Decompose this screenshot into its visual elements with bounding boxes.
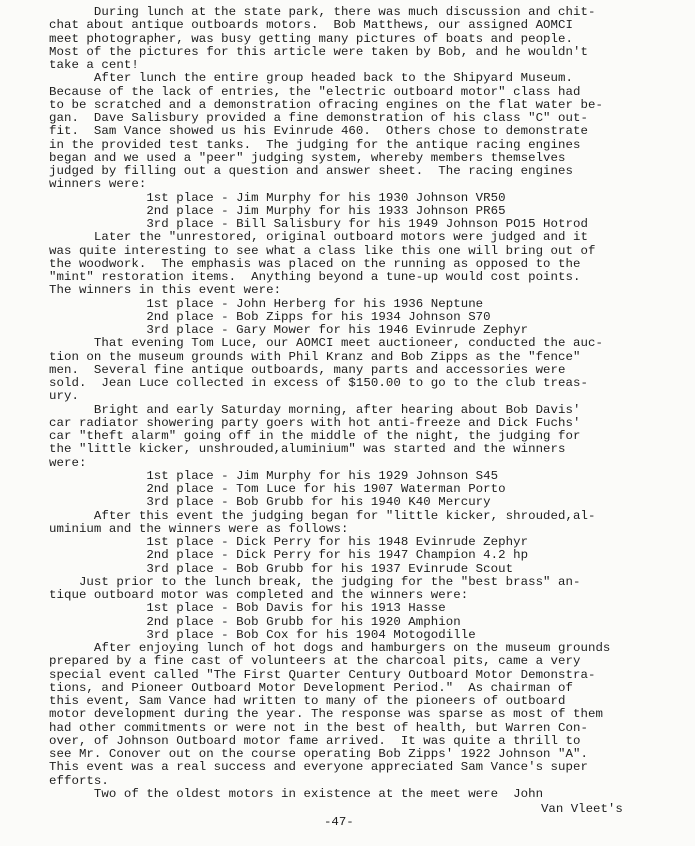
text-line: the "little kicker, unshrouded,aluminium" was started and the winners	[49, 442, 566, 457]
text-line: gan. Dave Salisbury provided a fine demonstration of his class "C" out-	[49, 111, 588, 125]
text-line: 2nd place - Dick Perry for his 1947 Champion 4.2 hp	[49, 548, 529, 563]
text-line: 1st place - Jim Murphy for his 1930 Johnson VR50	[49, 190, 506, 205]
text-line: 1st place - Bob Davis for his 1913 Hasse	[49, 601, 446, 616]
text-line: 2nd place - Tom Luce for his 1907 Waterman Porto	[49, 482, 506, 496]
text-line: 3rd place - Bob Grubb for his 1940 K40 Mercury	[49, 495, 491, 510]
text-line: During lunch at the state park, there was much discussion and chit-	[49, 5, 596, 19]
text-line: men. Several fine antique outboards, many parts and accessories were	[49, 362, 566, 377]
text-line: "mint" restoration items. Anything beyond a tune-up would cost points.	[49, 270, 581, 284]
text-line: winners were:	[49, 177, 147, 192]
text-line: tions, and Pioneer Outboard Motor Development Period." As chairman of	[49, 680, 573, 695]
text-line: After enjoying lunch of hot dogs and hamburgers on the museum grounds	[49, 641, 611, 655]
text-line: were:	[49, 455, 87, 470]
text-line: began and we used a "peer" judging system, whereby members themselves	[49, 150, 566, 165]
text-line: 3rd place - Gary Mower for his 1946 Evinrude Zephyr	[49, 323, 529, 337]
text-line: Two of the oldest motors in existence at the meet were John	[49, 786, 544, 801]
text-line: The winners in this event were:	[49, 283, 282, 298]
text-line: fit. Sam Vance showed us his Evinrude 460. Others chose to demonstrate	[49, 124, 588, 139]
text-line: Later the "unrestored, original outboard motors were judged and it	[49, 230, 588, 245]
text-line: car radiator showering party goers with hot anti-freeze and Dick Fuchs'	[49, 415, 581, 430]
text-line: was quite interesting to see what a class like this one will bring out of	[49, 243, 596, 258]
text-line: judged by filling out a question and answer sheet. The racing engines	[49, 164, 573, 178]
text-line: over, of Johnson Outboard motor fame arrived. It was quite a thrill to	[49, 733, 581, 748]
text-line: meet photographer, was busy getting many pictures of boats and people.	[49, 31, 573, 46]
text-line: After lunch the entire group headed back to the Shipyard Museum.	[49, 71, 573, 86]
text-line: to be scratched and a demonstration ofracing engines on the flat water be-	[49, 97, 603, 112]
text-line: Because of the lack of entries, the "electric outboard motor" class had	[49, 84, 581, 99]
text-line: the woodwork. The emphasis was placed on the running as opposed to the	[49, 256, 581, 271]
text-line: see Mr. Conover out on the course operating Bob Zipps' 1922 Johnson "A".	[49, 747, 588, 761]
text-line: Just prior to the lunch break, the judging for the "best brass" an-	[49, 574, 581, 589]
text-line: special event called "The First Quarter Century Outboard Motor Demonstra-	[49, 667, 596, 682]
text-line: This event was a real success and everyone appreciated Sam Vance's super	[49, 760, 588, 775]
text-line: tique outboard motor was completed and the winners were:	[49, 588, 469, 602]
page-number: -47-	[324, 815, 354, 829]
text-line: in the provided test tanks. The judging for the antique racing engines	[49, 137, 581, 152]
text-line: car "theft alarm" going off in the middle of the night, the judging for	[49, 429, 581, 443]
text-line: 1st place - John Herberg for his 1936 Neptune	[49, 296, 484, 311]
text-line: had other commitments or were not in the best of health, but Warren Con-	[49, 720, 588, 735]
text-line: sold. Jean Luce collected in excess of $150.00 to go to the club treas-	[49, 376, 588, 390]
text-line: take a cent!	[49, 58, 139, 72]
catchword: Van Vleet's	[541, 802, 623, 816]
text-line: prepared by a fine cast of volunteers at the charcoal pits, came a very	[49, 654, 581, 669]
text-line: Most of the pictures for this article were taken by Bob, and he wouldn't	[49, 44, 588, 59]
text-line: 3rd place - Bob Cox for his 1904 Motogodille	[49, 627, 476, 642]
text-line: That evening Tom Luce, our AOMCI meet auctioneer, conducted the auc-	[49, 336, 603, 351]
text-line: 3rd place - Bob Grubb for his 1937 Evinrude Scout	[49, 561, 514, 576]
text-line: Bright and early Saturday morning, after hearing about Bob Davis'	[49, 402, 581, 417]
text-line: 2nd place - Bob Zipps for his 1934 Johnson S70	[49, 309, 491, 324]
text-line: efforts.	[49, 773, 109, 788]
text-line: this event, Sam Vance had written to many of the pioneers of outboard	[49, 694, 566, 708]
text-line: uminium and the winners were as follows:	[49, 521, 349, 536]
text-line: ury.	[49, 389, 79, 404]
text-line: After this event the judging began for "little kicker, shrouded,al-	[49, 508, 596, 523]
text-line: 1st place - Dick Perry for his 1948 Evinrude Zephyr	[49, 535, 529, 549]
text-line: 1st place - Jim Murphy for his 1929 Johnson S45	[49, 468, 499, 483]
text-line: 2nd place - Bob Grubb for his 1920 Amphion	[49, 614, 461, 629]
text-line: 2nd place - Jim Murphy for his 1933 Johnson PR65	[49, 203, 506, 218]
text-line: 3rd place - Bill Salisbury for his 1949 Johnson PO15 Hotrod	[49, 217, 588, 231]
text-line: motor development during the year. The response was sparse as most of them	[49, 707, 603, 722]
text-line: tion on the museum grounds with Phil Kranz and Bob Zipps as the "fence"	[49, 349, 581, 364]
text-line: chat about antique outboards motors. Bob Matthews, our assigned AOMCI	[49, 18, 573, 33]
